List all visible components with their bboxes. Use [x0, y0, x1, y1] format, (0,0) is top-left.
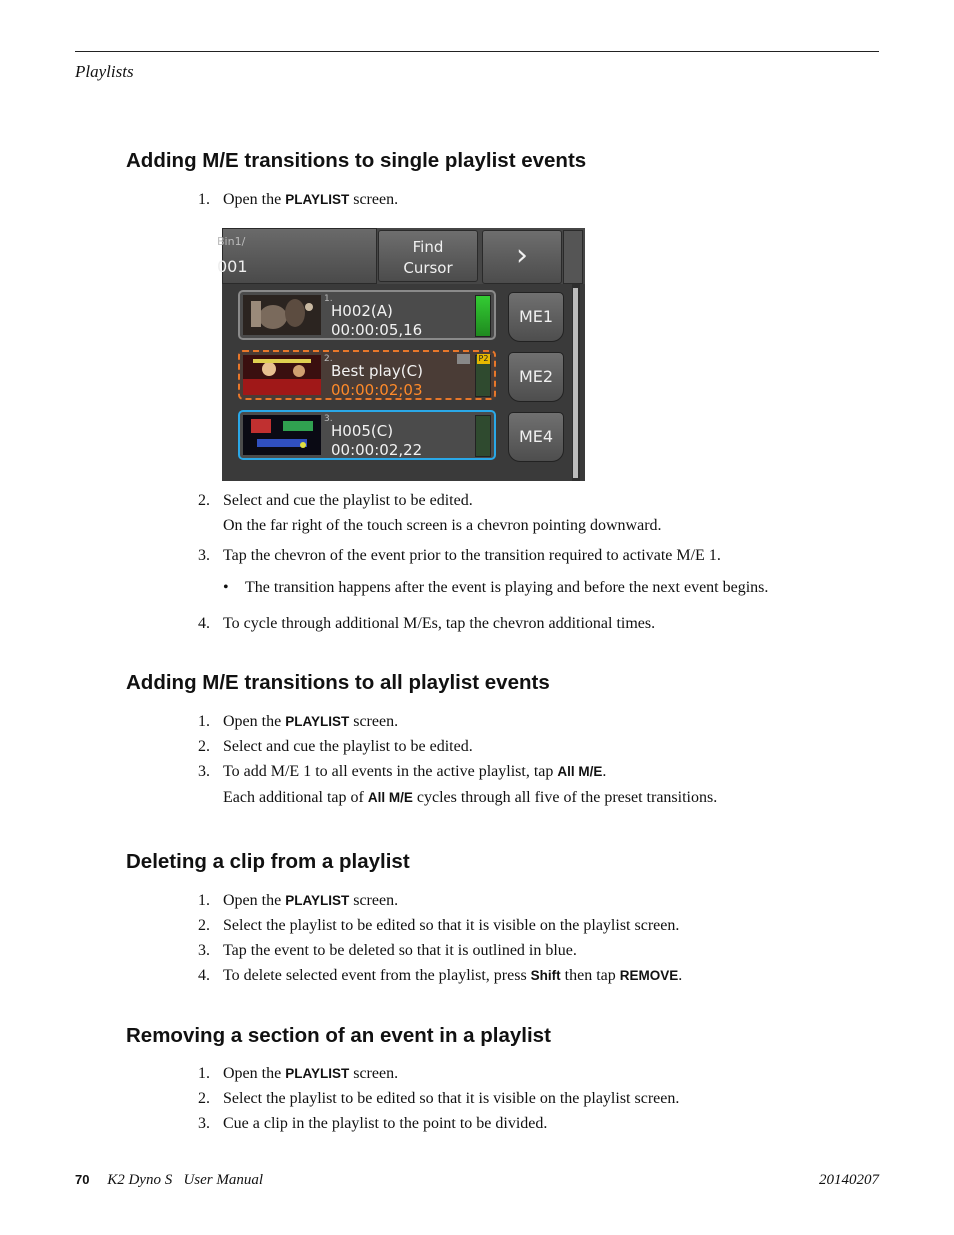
section-title-all-events: Adding M/E transitions to all playlist events	[126, 671, 550, 694]
level-meter	[475, 415, 491, 457]
running-head: Playlists	[75, 62, 134, 81]
manual-title: K2 Dyno S User Manual	[107, 1172, 264, 1188]
playlist-event-3[interactable]: 3. H005(C) 00:00:02,22	[238, 410, 496, 460]
command-playlist: PLAYLIST	[285, 1066, 350, 1081]
step: 1. Open the PLAYLIST screen.	[198, 713, 399, 730]
step: 3. Tap the chevron of the event prior to the transition required to activate M/E 1. • The transition happens after the event is playing and before the next event begins.	[198, 543, 768, 600]
chevron-right-icon[interactable]: ›	[482, 230, 562, 284]
command-playlist: PLAYLIST	[285, 192, 350, 207]
step: 2. Select and cue the playlist to be edited. On the far right of the touch screen is a chevron pointing downward.	[198, 492, 662, 534]
steps-single-events-a	[198, 187, 398, 212]
steps-remove-section	[198, 1061, 679, 1136]
command-playlist: PLAYLIST	[285, 893, 350, 908]
figure-scroll-cap	[563, 230, 583, 284]
step: 1. Open the PLAYLIST screen.	[198, 191, 399, 208]
me4-chevron-button[interactable]: ME4	[508, 412, 564, 462]
command-shift: Shift	[530, 968, 561, 983]
status-badge	[457, 354, 470, 364]
level-meter	[475, 295, 491, 337]
step: 2. Select the playlist to be edited so that it is visible on the playlist screen.	[198, 917, 680, 934]
step: 2. Select the playlist to be edited so that it is visible on the playlist screen.	[198, 1090, 680, 1107]
command-all-me: All M/E	[367, 790, 413, 805]
footer	[75, 1172, 263, 1189]
step: 4. To delete selected event from the playlist, press Shift then tap REMOVE.	[198, 967, 683, 984]
step: 4. To cycle through additional M/Es, tap the chevron additional times.	[198, 615, 656, 632]
playlist-screenshot	[217, 228, 585, 481]
command-all-me: All M/E	[557, 764, 603, 779]
bullet-item: • The transition happens after the event is playing and before the next event begins.	[223, 579, 769, 596]
clip-thumbnail	[243, 295, 321, 335]
scrollbar-thumb[interactable]	[573, 288, 578, 478]
section-title-single-events: Adding M/E transitions to single playlist events	[126, 149, 587, 172]
step: 1. Open the PLAYLIST screen.	[198, 1065, 399, 1082]
playlist-event-2[interactable]: 2. Best play(C) 00:00:02;03 P2	[238, 350, 496, 400]
step: 3. Tap the event to be deleted so that it is outlined in blue.	[198, 942, 577, 959]
find-cursor-button[interactable]: Find Cursor	[378, 230, 478, 282]
header-rule	[75, 51, 879, 52]
step: 3. Cue a clip in the playlist to the point to be divided.	[198, 1115, 548, 1132]
me1-chevron-button[interactable]: ME1	[508, 292, 564, 342]
steps-single-events-b	[198, 488, 768, 636]
section-title-remove-section: Removing a section of an event in a playlist	[126, 1024, 551, 1047]
command-playlist: PLAYLIST	[285, 714, 350, 729]
step: 1. Open the PLAYLIST screen.	[198, 892, 399, 909]
me2-chevron-button[interactable]: ME2	[508, 352, 564, 402]
footer-date: 20140207	[819, 1172, 879, 1188]
clip-thumbnail	[243, 415, 321, 455]
step: 2. Select and cue the playlist to be edited.	[198, 738, 473, 755]
steps-delete-clip	[198, 888, 682, 988]
steps-all-events	[198, 709, 717, 810]
command-remove: REMOVE	[619, 968, 679, 983]
p2-badge: P2	[478, 354, 489, 363]
step: 3. To add M/E 1 to all events in the active playlist, tap All M/E. Each additional tap of All M/E cycles through all five of the preset transitions.	[198, 763, 718, 806]
clip-thumbnail	[243, 355, 321, 395]
section-title-delete-clip: Deleting a clip from a playlist	[126, 850, 410, 873]
playlist-event-1[interactable]: 1. H002(A) 00:00:05,16	[238, 290, 496, 340]
page-number: 70	[75, 1172, 90, 1187]
bin-label: Bin1/ 001	[222, 228, 377, 284]
